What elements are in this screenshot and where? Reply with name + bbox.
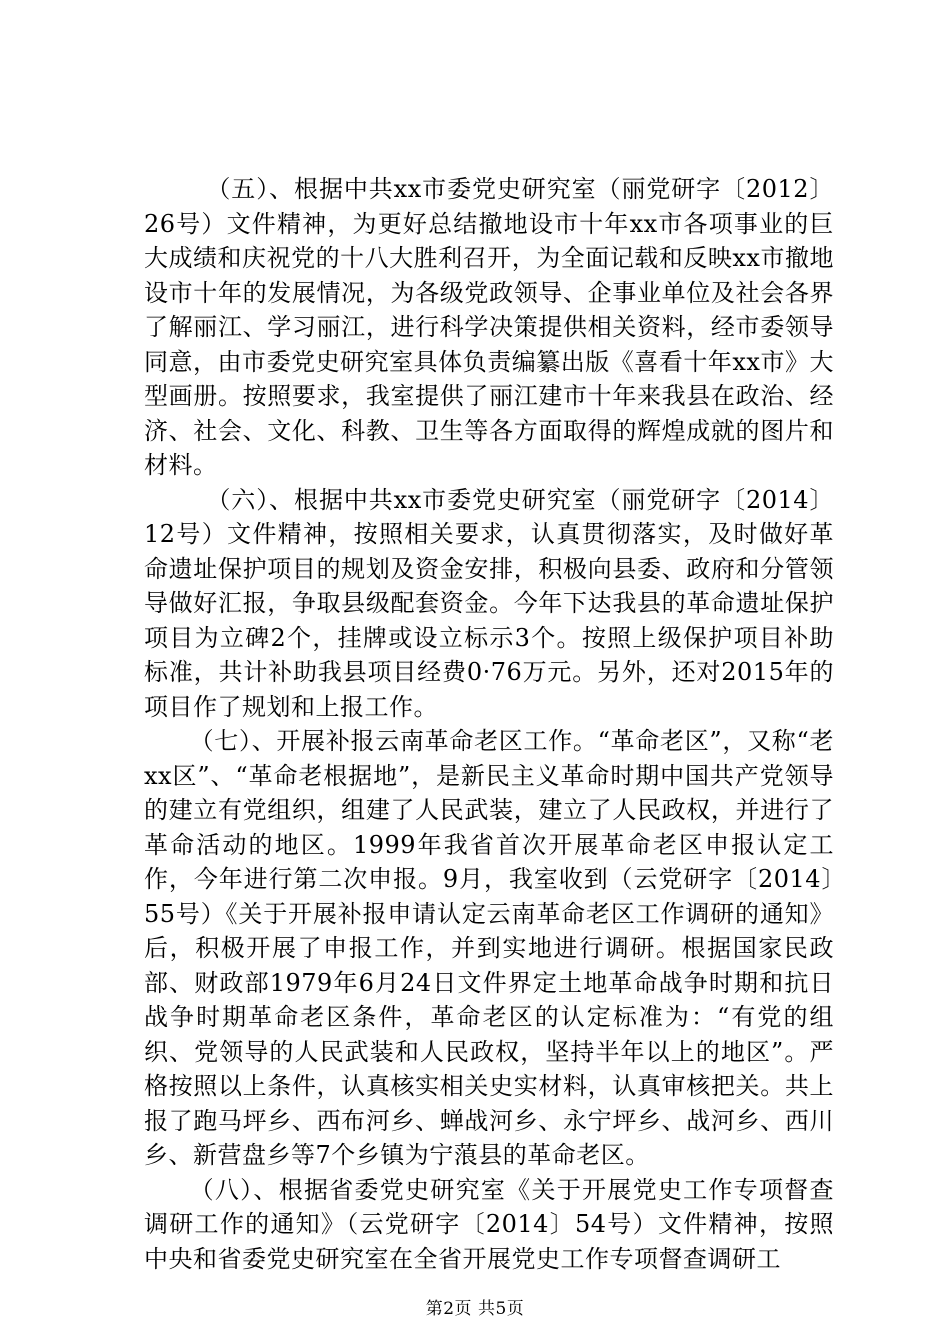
paragraph-7: （七）、开展补报云南革命老区工作。“革命老区”，又称“老xx区”、“革命老根据地”，是新民主义革命时期中国共产党领导的建立有党组织，组建了人民武装，建立了人民政权，并进行了革命活动的地区。1999年我省首次开展革命老区申报认定工作，今年进行第二次申报。9月，我室收到（云党研字〔2014〕55号）《关于开展补报申请认定云南革命老区工作调研的通知》后，积极开展了申报工作，并到实地进行调研。根据国家民政部、财政部1979年6月24日文件界定土地革命战争时期和抗日战争时期革命老区条件，革命老区的认定标准为：“有党的组织、党领导的人民武装和人民政权，坚持半年以上的地区”。严格按照以上条件，认真核实相关史实材料，认真审核把关。共上报了跑马坪乡、西布河乡、蝉战河乡、永宁坪乡、战河乡、西川乡、新营盘乡等7个乡镇为宁蒗县的革命老区。 bbox=[144, 727, 834, 1169]
document-body bbox=[144, 172, 834, 1276]
paragraph-8: （八）、根据省委党史研究室《关于开展党史工作专项督查调研工作的通知》（云党研字〔2014〕54号）文件精神，按照中央和省委党史研究室在全省开展党史工作专项督查调研工 bbox=[144, 1175, 834, 1273]
paragraph-6: （六）、根据中共xx市委党史研究室（丽党研字〔2014〕12号）文件精神，按照相关要求，认真贯彻落实，及时做好革命遗址保护项目的规划及资金安排，积极向县委、政府和分管领导做好汇报，争取县级配套资金。今年下达我县的革命遗址保护项目为立碑2个，挂牌或设立标示3个。按照上级保护项目补助标准，共计补助我县项目经费0·76万元。另外，还对2015年的项目作了规划和上报工作。 bbox=[144, 485, 834, 721]
paragraph-5: （五）、根据中共xx市委党史研究室（丽党研字〔2012〕26号）文件精神，为更好总结撤地设市十年xx市各项事业的巨大成绩和庆祝党的十八大胜利召开，为全面记载和反映xx市撤地设市十年的发展情况，为各级党政领导、企事业单位及社会各界了解丽江、学习丽江，进行科学决策提供相关资料，经市委领导同意，由市委党史研究室具体负责编纂出版《喜看十年xx市》大型画册。按照要求，我室提供了丽江建市十年来我县在政治、经济、社会、文化、科教、卫生等各方面取得的辉煌成就的图片和材料。 bbox=[144, 175, 834, 479]
page-number-footer: 第2页 共5页 bbox=[425, 1299, 525, 1319]
